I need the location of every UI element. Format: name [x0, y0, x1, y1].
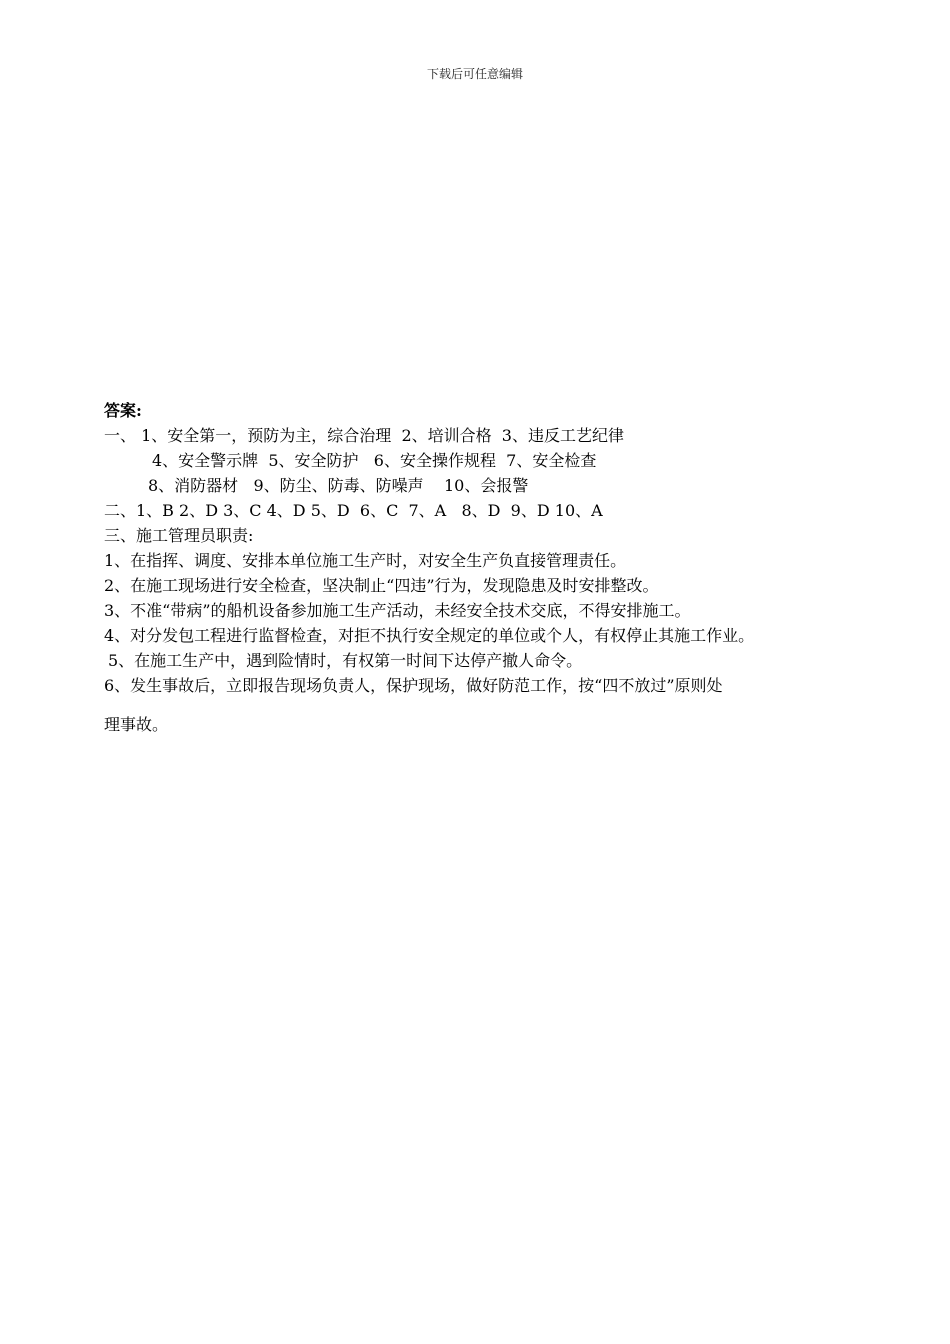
answer-section: [104, 398, 884, 737]
section2-line1: 二、1、B 2、D 3、C 4、D 5、D 6、C 7、A 8、D 9、D 10、A: [104, 501, 603, 520]
section1-line1: 一、 1、安全第一，预防为主，综合治理 2、培训合格 3、违反工艺纪律: [104, 426, 624, 445]
duty-item-6-continuation: 理事故。: [104, 715, 169, 734]
section1-line2: 4、安全警示牌 5、安全防护 6、安全操作规程 7、安全检查: [152, 451, 597, 470]
duty-item-1: 1、在指挥、调度、安排本单位施工生产时，对安全生产负直接管理责任。: [104, 551, 627, 570]
section3-heading: 三、施工管理员职责:: [104, 526, 254, 545]
duty-item-3: 3、不准“带病”的船机设备参加施工生产活动，未经安全技术交底，不得安排施工。: [104, 601, 691, 620]
duty-item-6: 6、发生事故后，立即报告现场负责人，保护现场，做好防范工作，按“四不放过”原则处: [104, 676, 723, 695]
section1-line3: 8、消防器材 9、防尘、防毒、防噪声 10、会报警: [148, 476, 529, 495]
duty-item-4: 4、对分发包工程进行监督检查，对拒不执行安全规定的单位或个人，有权停止其施工作业。: [104, 626, 755, 645]
answer-title: 答案:: [104, 401, 142, 420]
duty-item-5: 5、在施工生产中，遇到险情时，有权第一时间下达停产撤人命令。: [108, 651, 583, 670]
page-header-caption: 下载后可任意编辑: [426, 67, 523, 81]
duty-item-2: 2、在施工现场进行安全检查，坚决制止“四违”行为，发现隐患及时安排整改。: [104, 576, 659, 595]
